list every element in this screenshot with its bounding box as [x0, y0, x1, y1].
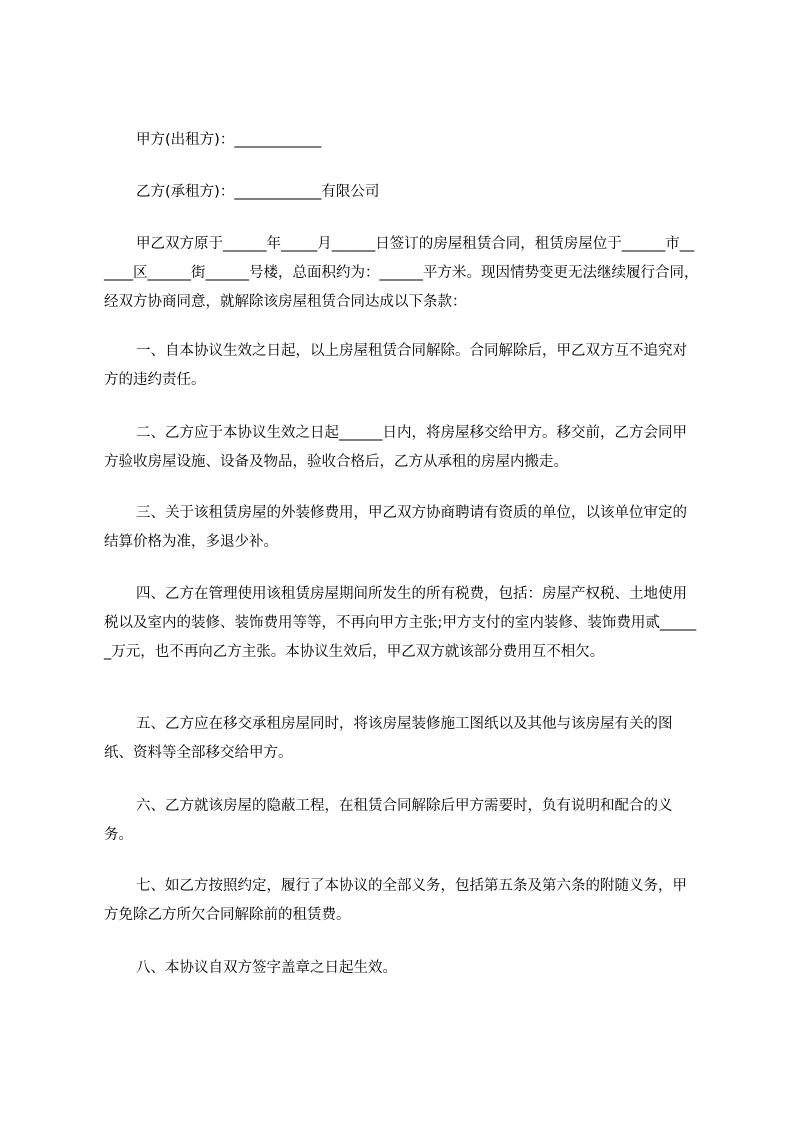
intro-paragraph: 甲乙双方原于______年_____月______日签订的房屋租赁合同，租赁房屋位于______市______区______街______号楼，总面积约为：______平方米。现因情势变更无法继续履行合同，经双方协商同意，就解除该房屋租赁合同达成以下条款：	[104, 236, 699, 310]
clause-7: 七、如乙方按照约定，履行了本协议的全部义务，包括第五条及第六条的附随义务，甲方免除乙方所欠合同解除前的租赁费。	[104, 878, 687, 923]
clause-5: 五、乙方应在移交承租房屋同时，将该房屋装修施工图纸以及其他与该房屋有关的图纸、资料等全部移交给甲方。	[104, 716, 673, 761]
party-a-line: 甲方(出租方)：____________	[136, 132, 322, 148]
clause-2: 二、乙方应于本协议生效之日起______日内，将房屋移交给甲方。移交前，乙方会同甲方验收房屋设施、设备及物品，验收合格后，乙方从承租的房屋内搬走。	[104, 425, 687, 470]
clause-4: 四、乙方在管理使用该租赁房屋期间所发生的所有税费，包括：房屋产权税、土地使用税以及室内的装修、装饰费用等等，不再向甲方主张;甲方支付的室内装修、装饰费用贰______万元，也不再向乙方主张。本协议生效后，甲乙双方就该部分费用互不相欠。	[104, 586, 697, 660]
party-b-line: 乙方(承租方)：____________有限公司	[136, 184, 380, 200]
clause-3: 三、关于该租赁房屋的外装修费用，甲乙双方协商聘请有资质的单位，以该单位审定的结算价格为准，多退少补。	[104, 505, 687, 550]
clause-1: 一、自本协议生效之日起，以上房屋租赁合同解除。合同解除后，甲乙双方互不追究对方的违约责任。	[104, 343, 687, 388]
clause-8: 八、本协议自双方签字盖章之日起生效。	[136, 960, 397, 976]
clause-6: 六、乙方就该房屋的隐蔽工程，在租赁合同解除后甲方需要时，负有说明和配合的义务。	[104, 798, 673, 843]
